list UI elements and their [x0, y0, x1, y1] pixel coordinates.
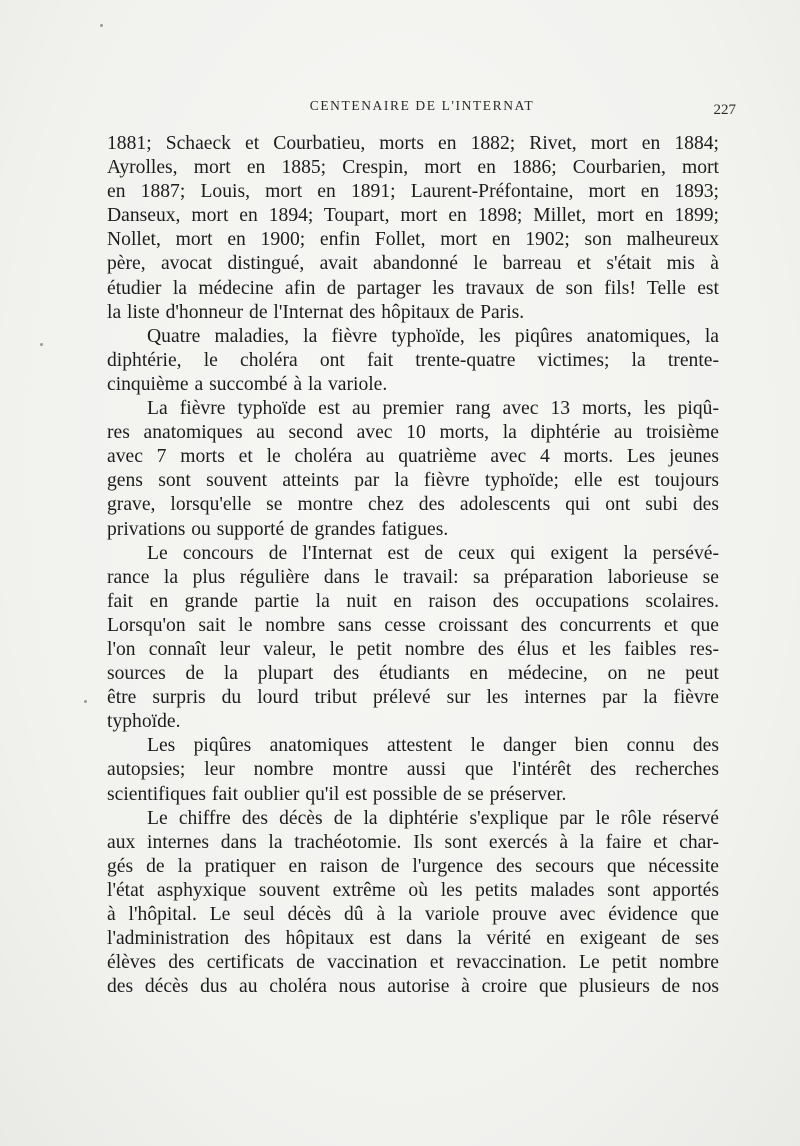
- body-text: [107, 132, 719, 999]
- text-line: fait en grande partie la nuit en raison des occupations scolaires.: [107, 590, 719, 612]
- text-line: scientifiques fait oublier qu'il est possible de se préserver.: [107, 783, 567, 805]
- paper-speck: [40, 343, 43, 346]
- paragraph-start: Le chiffre des décès de la diphtérie s'explique par le rôle réservé: [147, 807, 719, 829]
- page-number: 227: [713, 102, 736, 118]
- text-line: sources de la plupart des étudiants en médecine, on ne peut: [107, 663, 719, 685]
- paper-speck: [84, 700, 87, 703]
- text-line: l'état asphyxique souvent extrême où les petits malades sont apportés: [107, 879, 719, 901]
- text-line: en 1887; Louis, mort en 1891; Laurent-Préfontaine, mort en 1893;: [107, 181, 719, 203]
- paper-speck: [100, 24, 103, 27]
- text-line: être surpris du lourd tribut prélevé sur les internes par la fièvre: [107, 687, 719, 709]
- text-line: Danseux, mort en 1894; Toupart, mort en 1898; Millet, mort en 1899;: [107, 205, 719, 227]
- text-line: gés de la pratiquer en raison de l'urgence des secours que nécessite: [107, 855, 719, 877]
- text-line: 1881; Schaeck et Courbatieu, morts en 1882; Rivet, mort en 1884;: [107, 133, 719, 154]
- text-line: étudier la médecine afin de partager les travaux de son fils! Telle est: [107, 277, 719, 299]
- text-line: Lorsqu'on sait le nombre sans cesse croissant des concurrents et que: [107, 614, 719, 636]
- text-line: privations ou supporté de grandes fatigues.: [107, 518, 449, 540]
- text-line: diphtérie, le choléra ont fait trente-quatre victimes; la trente-: [107, 349, 719, 371]
- text-line: rance la plus régulière dans le travail: sa préparation laborieuse se: [107, 566, 719, 588]
- text-line: autopsies; leur nombre montre aussi que l'intérêt des recherches: [107, 759, 719, 781]
- text-line: Nollet, mort en 1900; enfin Follet, mort en 1902; son malheureux: [107, 229, 719, 251]
- text-line: avec 7 morts et le choléra au quatrième avec 4 morts. Les jeunes: [107, 446, 719, 468]
- text-line: élèves des certificats de vaccination et revaccination. Le petit nombre: [107, 952, 719, 974]
- paragraph-start: Le concours de l'Internat est de ceux qui exigent la persévé-: [147, 542, 719, 564]
- text-line: Ayrolles, mort en 1885; Crespin, mort en 1886; Courbarien, mort: [107, 157, 719, 179]
- text-line: la liste d'honneur de l'Internat des hôpitaux de Paris.: [107, 301, 525, 323]
- text-line: des décès dus au choléra nous autorise à croire que plusieurs de nos: [107, 976, 719, 998]
- text-line: l'on connaît leur valeur, le petit nombre des élus et les faibles res-: [107, 638, 719, 660]
- text-line: à l'hôpital. Le seul décès dû à la variole prouve avec évidence que: [107, 904, 719, 925]
- text-line: cinquième a succombé à la variole.: [107, 373, 388, 395]
- paragraph-start: Quatre maladies, la fièvre typhoïde, les piqûres anatomiques, la: [147, 325, 719, 347]
- text-line: gens sont souvent atteints par la fièvre typhoïde; elle est toujours: [107, 470, 719, 492]
- text-line: l'administration des hôpitaux est dans la vérité en exigeant de ses: [107, 928, 719, 950]
- page-header: [108, 98, 736, 122]
- paragraph-start: Les piqûres anatomiques attestent le danger bien connu des: [147, 735, 719, 757]
- text-line: typhoïde.: [107, 711, 181, 733]
- paragraph-start: La fièvre typhoïde est au premier rang avec 13 morts, les piqû-: [147, 398, 719, 420]
- text-line: res anatomiques au second avec 10 morts, la diphtérie au troisième: [107, 422, 719, 444]
- text-line: grave, lorsqu'elle se montre chez des adolescents qui ont subi des: [107, 494, 719, 516]
- running-title: CENTENAIRE DE L'INTERNAT: [309, 98, 535, 113]
- text-line: aux internes dans la trachéotomie. Ils sont exercés à la faire et char-: [107, 831, 719, 853]
- text-line: père, avocat distingué, avait abandonné le barreau et s'était mis à: [107, 253, 719, 275]
